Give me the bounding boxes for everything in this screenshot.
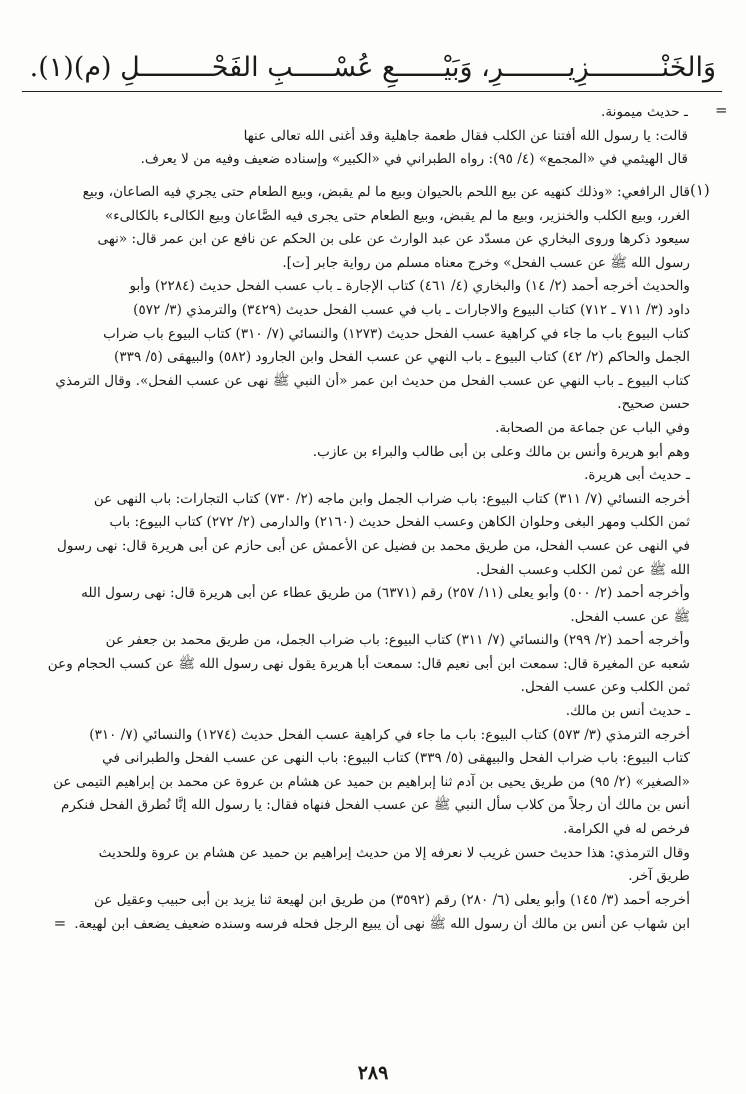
page-header-title: وَالخَنْـــــــــزِيــــــــرِ، وَبَيْــــــعِ عُسْـــــبِ الفَحْـــــــــلِ (م)(١). [29,52,716,83]
footnote-number: (١) [690,181,710,199]
text-line: الجمل والحاكم (٢/ ٤٢) كتاب البيوع ـ باب النهي عن عسب الفحل وابن الجارود (٥٨٢) والبيهقى (٥/ ٣٣٩) [114,349,690,366]
text-line: ـ حديث ميمونة. [601,104,688,120]
text-line-content: ابن شهاب عن أنس بن مالك أن رسول الله ﷺ نهى أن يبيع الرجل فحله فرسه وسنده ضعيف يضعف ابن لهيعة. [74,916,690,933]
text-line: داود (٣/ ٧١١ ـ ٧١٢) كتاب البيوع والاجارات ـ باب في عسب الفحل حديث (٣٤٢٩) والترمذي (٣/ ٥٧٢) [133,301,690,318]
continuation-marker: = [715,101,728,119]
text-line: ـ حديث أبى هريرة. [584,467,690,484]
text-line: أخرجه الترمذي (٣/ ٥٧٣) كتاب البيوع: باب ما جاء في كراهية عسب الفحل حديث (١٢٧٤) والنسائي (٧/ ٣١٠) [89,726,690,743]
text-line: ﷺ عن عسب الفحل. [570,608,690,625]
text-line: وهم أبو هريرة وأنس بن مالك وعلى بن أبى طالب والبراء بن عازب. [312,443,690,460]
footnote-block [18,181,690,936]
text-line: حسن صحيح. [617,396,690,413]
text-line: قال الهيثمي في «المجمع» (٤/ ٩٥): رواه الطبراني في «الكبير» وإسناده ضعيف وفيه من لا يعرف. [140,151,688,168]
text-line: كتاب البيوع: باب ضراب الفحل والبيهقى (٥/ ٣٣٩) كتاب البيوع: باب النهى عن عسب الفحل والطبرانى في [102,750,690,767]
intro-block [38,101,688,172]
text-line [18,912,690,936]
text-line: أخرجه النسائي (٧/ ٣١١) كتاب البيوع: باب ضراب الجمل وابن ماجه (٢/ ٧٣٠) كتاب التجارات: باب النهى عن [93,490,690,507]
text-line: فرخص له في الكرامة. [563,821,690,838]
text-line: الله ﷺ عن ثمن الكلب وعسب الفحل. [475,561,690,578]
text-line: كتاب البيوع باب ما جاء في كراهية عسب الفحل حديث (١٢٧٣) والنسائي (٧/ ٣١٠) كتاب البيوع باب ضراب [103,325,690,342]
text-line: وفي الباب عن جماعة من الصحابة. [495,419,690,436]
text-line: وأخرجه أحمد (٢/ ٥٠٠) وأبو يعلى (١١/ ٢٥٧) رقم (٦٣٧١) من طريق عطاء عن أبى هريرة قال: نهى رسول الله [81,585,690,602]
page-number: ٢٨٩ [357,1062,389,1084]
text-line: «الصغير» (٢/ ٩٥) من طريق يحيى بن آدم ثنا إبراهيم بن حميد عن هشام بن عروة عن محمد بن إبراهيم التيمى عن [53,773,690,790]
text-line: طريق آخر. [628,868,690,885]
text-line: أخرجه أحمد (٣/ ١٤٥) وأبو يعلى (٦/ ٢٨٠) رقم (٣٥٩٢) من طريق ابن لهيعة ثنا يزيد بن أبى حبيب وعقيل عن [93,891,690,908]
continuation-end-marker: = [53,914,67,933]
text-line: ثمن الكلب ومهر البغى وحلوان الكاهن وعسب الفحل حديث (٢١٦٠) والدارمى (٢/ ٢٧٢) كتاب البيوع: باب [109,514,690,531]
text-line: ثمن الكلب وعن عسب الفحل. [520,679,690,696]
text-line: شعبه عن المغيرة قال: سمعت ابن أبى نعيم قال: سمعت أبا هريرة يقول نهى رسول الله ﷺ عن كسب الحجام وعن [47,655,690,672]
text-line: كتاب البيوع ـ باب النهي عن عسب الفحل من حديث ابن عمر «أن النبي ﷺ نهى عن عسب الفحل». وقال الترمذي [55,372,690,389]
text-line: وقال الترمذي: هذا حديث حسن غريب لا نعرفه إلا من حديث إبراهيم بن حميد عن هشام بن عروة وللحديث [98,844,690,861]
text-line: رسول الله ﷺ عن عسب الفحل» وخرج معناه مسلم من رواية جابر [ت]. [282,254,690,271]
text-line: سيعود ذكرها وروى البخاري عن مسدّد عن عبد الوارث عن على بن الحكم عن نافع عن ابن عمر قال: «نهى [97,231,690,248]
text-line: أنس بن مالك أن رجلاً من كلاب سأل النبي ﷺ عن عسب الفحل فنهاه فقال: يا رسول الله إنَّا نُطرق الفحل فنكرم [61,797,690,814]
text-line: ـ حديث أنس بن مالك. [565,703,690,720]
text-line: والحديث أخرجه أحمد (٢/ ١٤) والبخاري (٤/ ٤٦١) كتاب الإجارة ـ باب عسب الفحل حديث (٢٢٨٤) وأبو [129,278,690,295]
text-line: في النهى عن عسب الفحل، من طريق محمد بن فضيل عن الأعمش عن أبى حازم عن أبى هريرة قال: نهى رسول [56,537,690,554]
text-line: وأخرجه أحمد (٢/ ٢٩٩) والنسائي (٧/ ٣١١) كتاب البيوع: باب ضراب الجمل، من طريق محمد بن جعفر عن [105,632,690,649]
text-line: قالت: يا رسول الله أفتنا عن الكلب فقال طعمة جاهلية وقد أغنى الله تعالى عنها [243,127,688,144]
header-divider [22,91,722,92]
text-line: قال الرافعي: «وذلك كنهيه عن بيع اللحم بالحيوان وبيع ما لم يقبض، وبيع الطعام حتى يجري فيه الصاعان، وبيع [82,184,690,200]
text-line: الغرر، وبيع الكلب والخنزير، وبيع ما لم يقبض، وبيع الطعام حتى يجرى فيه الصَّاعان وبيع الكالىء بالكالىء» [104,207,690,224]
